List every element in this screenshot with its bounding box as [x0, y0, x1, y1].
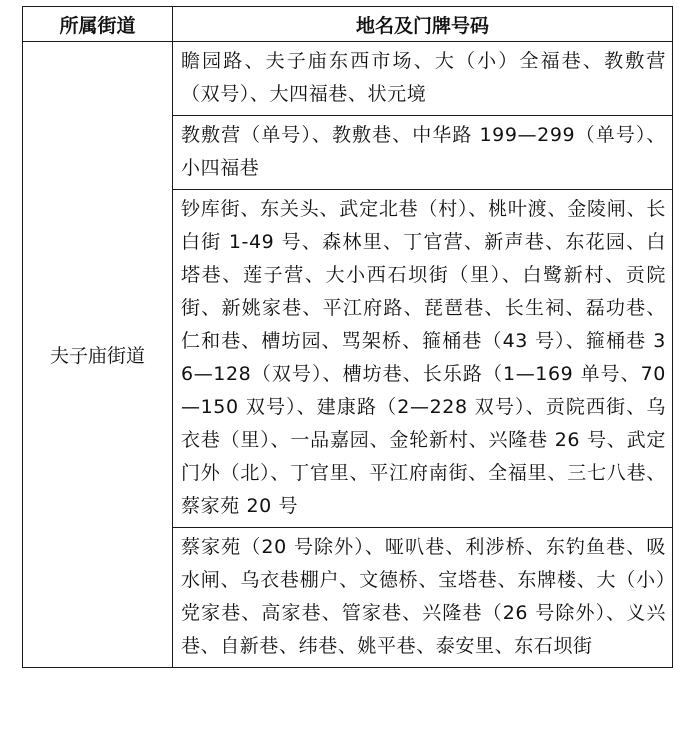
place-names-cell-1: 瞻园路、夫子庙东西市场、大（小）全福巷、教敷营（双号）、大四福巷、状元境 — [173, 42, 673, 116]
place-names-cell-3: 钞库街、东关头、武定北巷（村）、桃叶渡、金陵闸、长白街 1-49 号、森林里、丁官营、新声巷、东花园、白塔巷、莲子营、大小西石坝街（里）、白鹭新村、贡院街、新姚家巷、平江府路、琵琶巷、长生祠、磊功巷、仁和巷、槽坊园、骂架桥、箍桶巷（43 号）、箍桶巷 36—128（双号）、槽坊巷、长乐路（1—169 单号、70—150 双号）、建康路（2—228 双号）、贡院西街、乌衣巷（里）、一品嘉园、金轮新村、兴隆巷 26 号、武定门外（北）、丁官里、平江府南街、全福里、三七八巷、蔡家苑 20 号 — [173, 190, 673, 528]
district-cell: 夫子庙街道 — [23, 42, 173, 668]
table-header-row — [23, 7, 673, 42]
header-district: 所属街道 — [23, 7, 173, 42]
address-table — [22, 6, 673, 668]
place-names-cell-4: 蔡家苑（20 号除外）、哑叭巷、利涉桥、东钓鱼巷、吸水闸、乌衣巷棚户、文德桥、宝塔巷、东牌楼、大（小）党家巷、高家巷、管家巷、兴隆巷（26 号除外）、义兴巷、自新巷、纬巷、姚平巷、泰安里、东石坝街 — [173, 528, 673, 668]
header-place-names: 地名及门牌号码 — [173, 7, 673, 42]
place-names-cell-2: 教敷营（单号）、教敷巷、中华路 199—299（单号）、小四福巷 — [173, 116, 673, 190]
table-row — [23, 42, 673, 116]
